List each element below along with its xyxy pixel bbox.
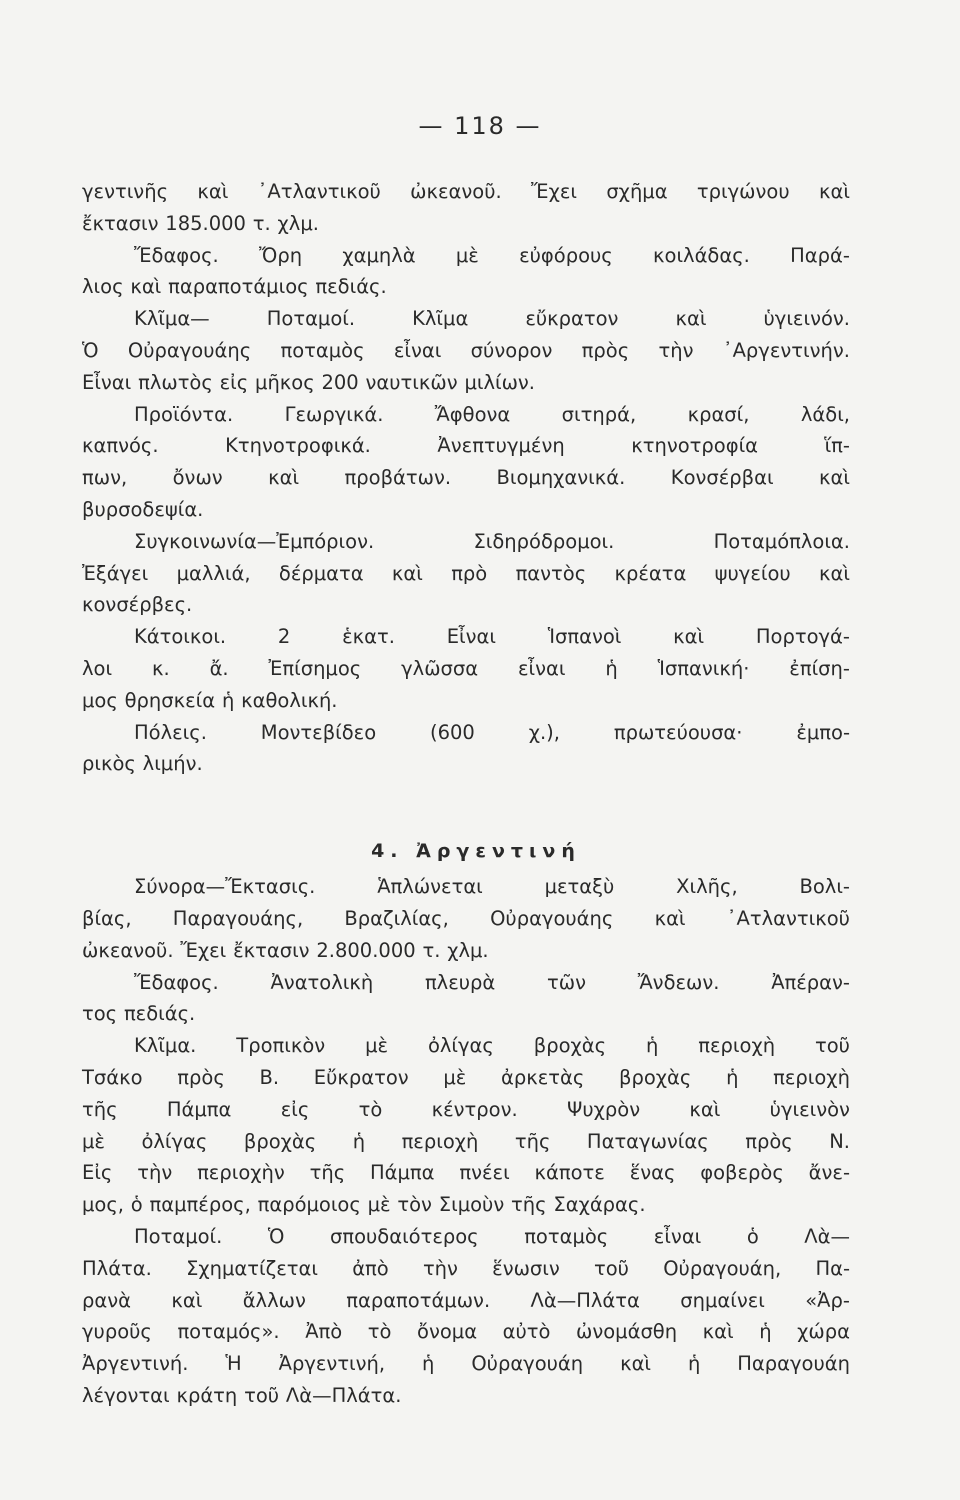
word: 200 — [321, 370, 359, 394]
word: Κλῖμα — [412, 307, 469, 331]
word: ἡ — [646, 1034, 659, 1058]
word: εἶναι — [393, 338, 442, 362]
word: εἶναι — [653, 1224, 702, 1248]
word: πλευρὰ — [424, 970, 496, 994]
word: τὸν — [397, 1193, 432, 1217]
word: Λὰ—Πλάτα — [530, 1288, 640, 1312]
text-line — [82, 526, 850, 558]
word: Πα- — [815, 1256, 850, 1280]
word: ἡ — [422, 1352, 435, 1376]
word: παμπέρος, — [149, 1193, 251, 1217]
word: Οὐραγουάη, — [663, 1256, 782, 1280]
word: βροχὰς — [243, 1129, 317, 1153]
word: Ἄφθονα — [434, 402, 511, 426]
word: παραποτάμιος — [168, 275, 309, 299]
word: Γεωργικά. — [284, 402, 384, 426]
word: Ἄνδεων. — [637, 970, 720, 994]
word: καπνός. — [82, 434, 159, 458]
word: χώρα — [797, 1320, 850, 1344]
word: (600 — [430, 720, 475, 744]
word: τριγώνου — [696, 180, 790, 203]
text-line — [82, 494, 850, 526]
text-line — [82, 1062, 850, 1094]
word: Σύνορα—Ἔκτασις. — [134, 875, 316, 899]
word: Βραζιλίας, — [344, 906, 449, 930]
word: ὁ — [130, 1193, 143, 1217]
text-line — [82, 717, 850, 749]
text-line — [82, 1030, 850, 1062]
word: σημαίνει — [680, 1288, 765, 1312]
word: ἀπὸ — [352, 1256, 389, 1280]
word: πεδιάς. — [315, 275, 387, 299]
word: τῆς — [511, 1193, 547, 1217]
word: Ποταμοί. — [134, 1224, 223, 1248]
word: τος — [82, 1002, 118, 1026]
text-line — [82, 367, 850, 399]
text-line — [82, 240, 850, 272]
word: καὶ — [818, 180, 850, 203]
section-title-argentina: 4. Ἀργεντινή — [371, 840, 581, 863]
word: τῆς — [309, 1161, 346, 1185]
word: ναυτικῶν — [365, 370, 458, 394]
word: βροχὰς — [619, 1065, 692, 1089]
word: Κτηνοτροφικά. — [225, 434, 371, 458]
word: 2.800.000 — [316, 938, 416, 962]
text-line — [82, 871, 850, 903]
page-number: — 118 — — [418, 112, 542, 140]
word: Σιμοὺν — [438, 1193, 505, 1217]
word: ἔκτασιν — [233, 938, 310, 962]
word: γυροῦς — [82, 1320, 152, 1344]
word: χλμ. — [447, 938, 489, 962]
word: ᾿Ατλαντικοῦ — [257, 180, 381, 203]
word: πων, — [82, 466, 128, 490]
word: Ποταμοί. — [266, 307, 356, 331]
word: Οὐραγουάη — [471, 1352, 584, 1376]
word: Παραγουάη — [737, 1352, 850, 1376]
text-line — [82, 1157, 850, 1189]
word: Κλῖμα— — [134, 307, 210, 331]
word: χλμ. — [277, 211, 319, 235]
word: βίας, — [82, 906, 132, 930]
word: ρανὰ — [82, 1288, 131, 1312]
text-line — [82, 462, 850, 494]
word: σιτηρά, — [561, 402, 637, 426]
word: Ἀπέραν- — [771, 970, 850, 994]
word: Χιλῆς, — [676, 875, 738, 899]
text-line — [82, 903, 850, 935]
word: ἵπ- — [824, 434, 850, 458]
word: ὠκεανοῦ. — [82, 938, 174, 962]
word: πνέει — [459, 1161, 510, 1185]
word: σχῆμα — [606, 180, 668, 203]
word: προβάτων. — [344, 466, 452, 490]
section-uruguay-body — [82, 176, 850, 780]
word: «Ἀρ- — [805, 1288, 850, 1312]
word: κράτη — [176, 1383, 238, 1407]
word: τ. — [252, 211, 271, 235]
word: ρικὸς — [82, 752, 136, 776]
text-line — [82, 685, 850, 717]
text-line — [82, 1316, 850, 1348]
word: φοβερὸς — [700, 1161, 784, 1185]
word: μὲ — [82, 1129, 105, 1153]
word: κτηνοτροφία — [631, 434, 759, 458]
text-line — [82, 271, 850, 303]
text-line — [82, 430, 850, 462]
word: Εἶναι — [82, 370, 132, 394]
word: τὴν — [658, 338, 694, 362]
text-line — [82, 1094, 850, 1126]
text-line — [82, 1253, 850, 1285]
word: καὶ — [673, 625, 705, 649]
word: λοι — [82, 656, 113, 680]
word: παρόμοιος — [257, 1193, 361, 1217]
word: περιοχὴ — [698, 1034, 776, 1058]
word: Σχηματίζεται — [186, 1256, 318, 1280]
word: ἡ — [352, 1129, 366, 1153]
word: βροχὰς — [533, 1034, 607, 1058]
word: ἔκτασιν — [82, 211, 159, 235]
word: καὶ — [130, 275, 162, 299]
word: τοῦ — [594, 1256, 629, 1280]
word: πεδιάς. — [123, 1002, 196, 1026]
word: βυρσοδεψία. — [82, 497, 204, 521]
word: αὐτὸ — [502, 1320, 551, 1344]
word: Ἐπίσημος — [268, 656, 362, 680]
word: Μοντεβίδεο — [260, 720, 377, 744]
word: Ἐξάγει — [82, 561, 149, 585]
word: ἡ — [221, 688, 235, 712]
word: παραποτάμων. — [346, 1288, 491, 1312]
word: καὶ — [702, 1320, 734, 1344]
word: ᾿Ατλαντικοῦ — [726, 906, 850, 930]
word: ἡ — [687, 1352, 701, 1376]
text-line — [82, 1380, 850, 1412]
section-gap — [82, 780, 850, 825]
word: ποταμὸς — [280, 338, 365, 362]
word: μος — [82, 688, 118, 712]
word: Ἀνεπτυγμένη — [437, 434, 565, 458]
word: Ἱσπανική· — [657, 656, 750, 680]
word: καὶ — [675, 307, 707, 331]
word: Πλάτα. — [82, 1256, 152, 1280]
word: σπουδαιότερος — [329, 1224, 479, 1248]
word: ἄνε- — [808, 1161, 850, 1185]
word: Κλῖμα. — [134, 1034, 197, 1058]
word: μεταξὺ — [544, 875, 615, 899]
word: Ἁπλώνεται — [377, 875, 483, 899]
word: περιοχὴν — [197, 1161, 285, 1185]
word: μὲ — [443, 1065, 467, 1089]
word: Οὐραγουάης — [127, 338, 252, 362]
word: καὶ — [268, 466, 300, 490]
text-line — [82, 335, 850, 367]
word: καὶ — [197, 180, 229, 203]
word: τοῦ — [244, 1383, 280, 1407]
word: ἡ — [759, 1320, 772, 1344]
word: γεντινῆς — [82, 180, 169, 203]
word: Ἀπὸ — [305, 1320, 343, 1344]
word: 2 — [277, 625, 291, 649]
word: καὶ — [391, 561, 423, 585]
word: 185.000 — [165, 211, 246, 235]
word: τὸ — [367, 1320, 392, 1344]
word: εἰς — [280, 1097, 310, 1121]
word: τῆς — [82, 1097, 118, 1121]
word: λιμήν. — [142, 752, 203, 776]
text-line — [82, 1285, 850, 1317]
word: μος, — [82, 1193, 124, 1217]
word: καὶ — [819, 466, 850, 490]
word: μιλίων. — [464, 370, 536, 394]
word: ἀρκετὰς — [501, 1065, 585, 1089]
word: κοιλάδας. — [653, 243, 750, 267]
page-text — [82, 176, 850, 1412]
word: ἡ — [726, 1065, 739, 1089]
word: Βολι- — [799, 875, 850, 899]
word: τῶν — [547, 970, 586, 994]
word: Οὐραγουάης — [490, 906, 614, 930]
word: μὲ — [367, 1193, 391, 1217]
word: ὠνομάσθη — [576, 1320, 678, 1344]
text-line — [82, 208, 850, 240]
word: ἕνας — [629, 1161, 676, 1185]
word: Εἶναι — [446, 625, 496, 649]
word: πρωτεύουσα· — [613, 720, 743, 744]
word: Ἀνατολικὴ — [270, 970, 374, 994]
text-line — [82, 998, 850, 1030]
word: πλωτὸς — [138, 370, 213, 394]
word: κ. — [151, 656, 170, 680]
word: Κονσέρβαι — [670, 466, 774, 490]
word: Ψυχρὸν — [566, 1097, 641, 1121]
word: Σαχάρας. — [553, 1193, 646, 1217]
text-line — [82, 1221, 850, 1253]
text-line — [82, 1348, 850, 1380]
word: τὴν — [422, 1256, 458, 1280]
word: λάδι, — [800, 402, 850, 426]
word: ὄνων — [172, 466, 223, 490]
word: ὀλίγας — [427, 1034, 494, 1058]
word: Εἰς — [82, 1161, 113, 1185]
word: Προϊόντα. — [134, 402, 234, 426]
word: εὐφόρους — [519, 243, 613, 267]
word: καὶ — [620, 1352, 652, 1376]
text-line — [82, 558, 850, 590]
word: ὠκεανοῦ. — [410, 180, 502, 203]
word: Πάμπα — [370, 1161, 435, 1185]
text-line — [82, 935, 850, 967]
word: Ν. — [829, 1129, 850, 1153]
word: εὔκρατον — [525, 307, 619, 331]
word: Ἔδαφος. — [134, 970, 219, 994]
text-line — [82, 967, 850, 999]
section-argentina-body — [82, 871, 850, 1412]
word: ὑγιεινὸν — [769, 1097, 850, 1121]
word: Λὰ— — [804, 1224, 850, 1248]
word: Πάμπα — [166, 1097, 232, 1121]
word: μὲ — [455, 243, 479, 267]
text-line — [82, 1189, 850, 1221]
word: Ἀργεντινή. — [82, 1352, 189, 1376]
word: Τροπικὸν — [236, 1034, 326, 1058]
word: ἄλλων — [242, 1288, 306, 1312]
word: περιοχὴ — [773, 1065, 850, 1089]
word: σύνορον — [470, 338, 553, 362]
word: Ἔχει — [180, 938, 227, 962]
word: λιος — [82, 275, 124, 299]
word: Κάτοικοι. — [134, 625, 227, 649]
word: ἕνωσιν — [492, 1256, 560, 1280]
word: Παραγουάης, — [172, 906, 304, 930]
word: Ὁ — [267, 1224, 285, 1248]
text-line — [82, 399, 850, 431]
word: Τσάκο — [82, 1065, 143, 1089]
word: ἑκατ. — [342, 625, 395, 649]
word: κονσέρβες. — [82, 593, 193, 617]
text-line — [82, 1126, 850, 1158]
word: ἐπίση- — [789, 656, 850, 680]
word: Βιομηχανικά. — [496, 466, 626, 490]
word: ὄνομα — [417, 1320, 478, 1344]
word: Ποταμόπλοια. — [713, 529, 850, 553]
word: χ.), — [528, 720, 560, 744]
word: θρησκεία — [124, 688, 216, 712]
word: ἄ. — [209, 656, 229, 680]
word: ψυγείου — [714, 561, 791, 585]
word: καὶ — [171, 1288, 203, 1312]
word: καὶ — [689, 1097, 721, 1121]
word: μῆκος — [255, 370, 315, 394]
text-line — [82, 653, 850, 685]
word: ὑγιεινόν. — [763, 307, 850, 331]
word: Ἡ — [225, 1352, 242, 1376]
word: ᾿Αργεντινήν. — [722, 338, 850, 362]
word: Ἔχει — [531, 180, 577, 203]
word: Ἱσπανοὶ — [547, 625, 622, 649]
word: δέρματα — [278, 561, 364, 585]
word: περιοχὴ — [401, 1129, 479, 1153]
word: εἶναι — [517, 656, 566, 680]
text-line — [82, 748, 850, 780]
word: χαμηλὰ — [342, 243, 416, 267]
word: καθολική. — [241, 688, 338, 712]
word: Σιδηρόδρομοι. — [473, 529, 615, 553]
word: Πόλεις. — [134, 720, 207, 744]
word: τὸ — [358, 1097, 383, 1121]
word: πρὸς — [745, 1129, 793, 1153]
word: πρὸς — [581, 338, 630, 362]
text-line — [82, 621, 850, 653]
word: τοῦ — [814, 1034, 850, 1058]
text-line — [82, 589, 850, 621]
word: Β. — [259, 1065, 280, 1089]
word: κέντρον. — [431, 1097, 518, 1121]
word: ὁ — [746, 1224, 759, 1248]
word: Εὔκρατον — [313, 1065, 409, 1089]
word: κρέατα — [614, 561, 687, 585]
word: εἰς — [219, 370, 249, 394]
word: Παρά- — [790, 243, 850, 267]
word: Συγκοινωνία—Ἐμπόριον. — [134, 529, 375, 553]
word: παντὸς — [515, 561, 587, 585]
word: Παταγωνίας — [586, 1129, 709, 1153]
text-line — [82, 303, 850, 335]
word: ποταμός». — [177, 1320, 280, 1344]
word: πρὸς — [177, 1065, 225, 1089]
word: τὴν — [137, 1161, 173, 1185]
word: γλῶσσα — [401, 656, 479, 680]
word: τῆς — [514, 1129, 551, 1153]
word: καὶ — [654, 906, 686, 930]
word: ὀλίγας — [141, 1129, 208, 1153]
word: ποταμὸς — [524, 1224, 609, 1248]
word: καὶ — [819, 561, 850, 585]
word: Λὰ—Πλάτα. — [285, 1383, 402, 1407]
word: Πορτογά- — [755, 625, 850, 649]
word: Ἀργεντινή, — [278, 1352, 386, 1376]
word: Ἔδαφος. — [134, 243, 219, 267]
word: ἡ — [605, 656, 618, 680]
word: Ὄρη — [259, 243, 303, 267]
word: ἐμπο- — [796, 720, 850, 744]
word: πρὸ — [451, 561, 488, 585]
word: τ. — [422, 938, 441, 962]
word: μὲ — [365, 1034, 389, 1058]
word: μαλλιά, — [176, 561, 251, 585]
word: κάποτε — [534, 1161, 605, 1185]
word: Ὁ — [82, 338, 99, 362]
text-line — [82, 176, 850, 208]
word: κρασί, — [687, 402, 750, 426]
word: λέγονται — [82, 1383, 170, 1407]
